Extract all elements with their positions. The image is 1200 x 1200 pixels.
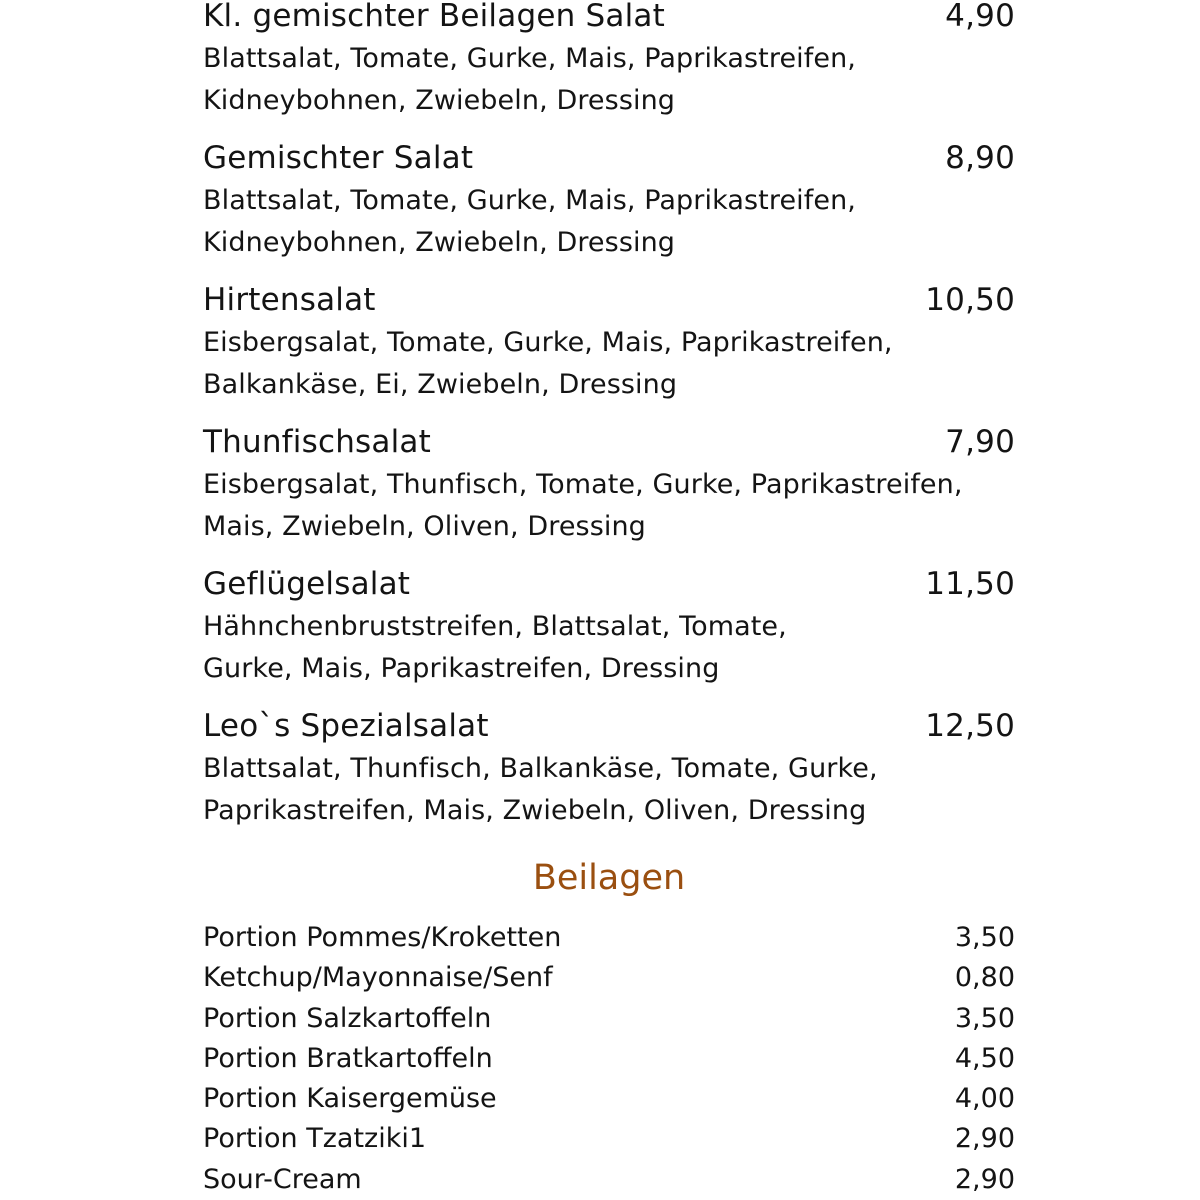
menu-item-name: Gemischter Salat bbox=[203, 140, 474, 176]
section-title-beilagen: Beilagen bbox=[532, 858, 686, 898]
side-item bbox=[203, 958, 1015, 998]
side-item-name: Ketchup/Mayonnaise/Senf bbox=[203, 962, 553, 994]
menu-page bbox=[203, 0, 1015, 1200]
menu-item-name: Geflügelsalat bbox=[203, 566, 411, 602]
menu-item-description: Eisbergsalat, Tomate, Gurke, Mais, Paprikastreifen, Balkankäse, Ei, Zwiebeln, Dressing bbox=[203, 327, 893, 400]
side-item-name: Sour-Cream bbox=[203, 1163, 362, 1195]
side-item-name: Portion Tzatziki1 bbox=[203, 1123, 427, 1155]
menu-item-price: 12,50 bbox=[925, 708, 1015, 744]
side-item-price: 0,80 bbox=[954, 962, 1015, 994]
menu-item-price: 4,90 bbox=[945, 0, 1015, 34]
side-item bbox=[203, 1039, 1015, 1079]
menu-item-header bbox=[203, 0, 1015, 38]
menu-item-name: Leo`s Spezialsalat bbox=[203, 708, 489, 744]
menu-item bbox=[203, 704, 1015, 832]
side-item-name: Portion Bratkartoffeln bbox=[203, 1042, 493, 1074]
side-item-price: 3,50 bbox=[954, 1002, 1015, 1034]
menu-item bbox=[203, 0, 1015, 122]
side-item-price: 2,90 bbox=[954, 1163, 1015, 1195]
menu-item-description: Eisbergsalat, Thunfisch, Tomate, Gurke, Paprikastreifen, Mais, Zwiebeln, Oliven, Dressing bbox=[203, 469, 963, 542]
menu-item-header bbox=[203, 136, 1015, 180]
side-item-price: 4,50 bbox=[954, 1042, 1015, 1074]
side-item-name: Portion Pommes/Kroketten bbox=[203, 922, 562, 953]
menu-item-header bbox=[203, 278, 1015, 322]
side-item-name: Portion Kaisergemüse bbox=[203, 1083, 497, 1115]
side-item bbox=[203, 999, 1015, 1039]
menu-item-header bbox=[203, 704, 1015, 748]
menu-item-description: Hähnchenbruststreifen, Blattsalat, Tomate, Gurke, Mais, Paprikastreifen, Dressing bbox=[203, 611, 787, 684]
side-item bbox=[203, 1119, 1015, 1159]
menu-item-description: Blattsalat, Thunfisch, Balkankäse, Tomate, Gurke, Paprikastreifen, Mais, Zwiebeln, Oliven, Dressing bbox=[203, 753, 878, 826]
menu-item-price: 7,90 bbox=[945, 424, 1015, 460]
side-item-price: 4,00 bbox=[954, 1083, 1015, 1115]
menu-item-price: 8,90 bbox=[945, 140, 1015, 176]
side-item bbox=[203, 1160, 1015, 1200]
sides-list bbox=[203, 918, 1015, 1200]
menu-item-name: Kl. gemischter Beilagen Salat bbox=[203, 0, 665, 34]
menu-item bbox=[203, 562, 1015, 690]
menu-item-description: Blattsalat, Tomate, Gurke, Mais, Paprikastreifen, Kidneybohnen, Zwiebeln, Dressing bbox=[203, 185, 856, 258]
menu-item bbox=[203, 420, 1015, 548]
side-item-price: 3,50 bbox=[954, 922, 1015, 953]
side-item bbox=[203, 1079, 1015, 1119]
side-item bbox=[203, 918, 1015, 958]
side-item-price: 2,90 bbox=[954, 1123, 1015, 1155]
menu-item-header bbox=[203, 420, 1015, 464]
menu-item-header bbox=[203, 562, 1015, 606]
menu-item-name: Thunfischsalat bbox=[203, 424, 431, 460]
menu-item-name: Hirtensalat bbox=[203, 282, 376, 318]
menu-item bbox=[203, 278, 1015, 406]
menu-item-price: 10,50 bbox=[925, 282, 1015, 318]
side-item-name: Portion Salzkartoffeln bbox=[203, 1002, 492, 1034]
menu-item bbox=[203, 136, 1015, 264]
menu-item-description: Blattsalat, Tomate, Gurke, Mais, Paprikastreifen, Kidneybohnen, Zwiebeln, Dressing bbox=[203, 43, 856, 116]
menu-item-price: 11,50 bbox=[925, 566, 1015, 602]
